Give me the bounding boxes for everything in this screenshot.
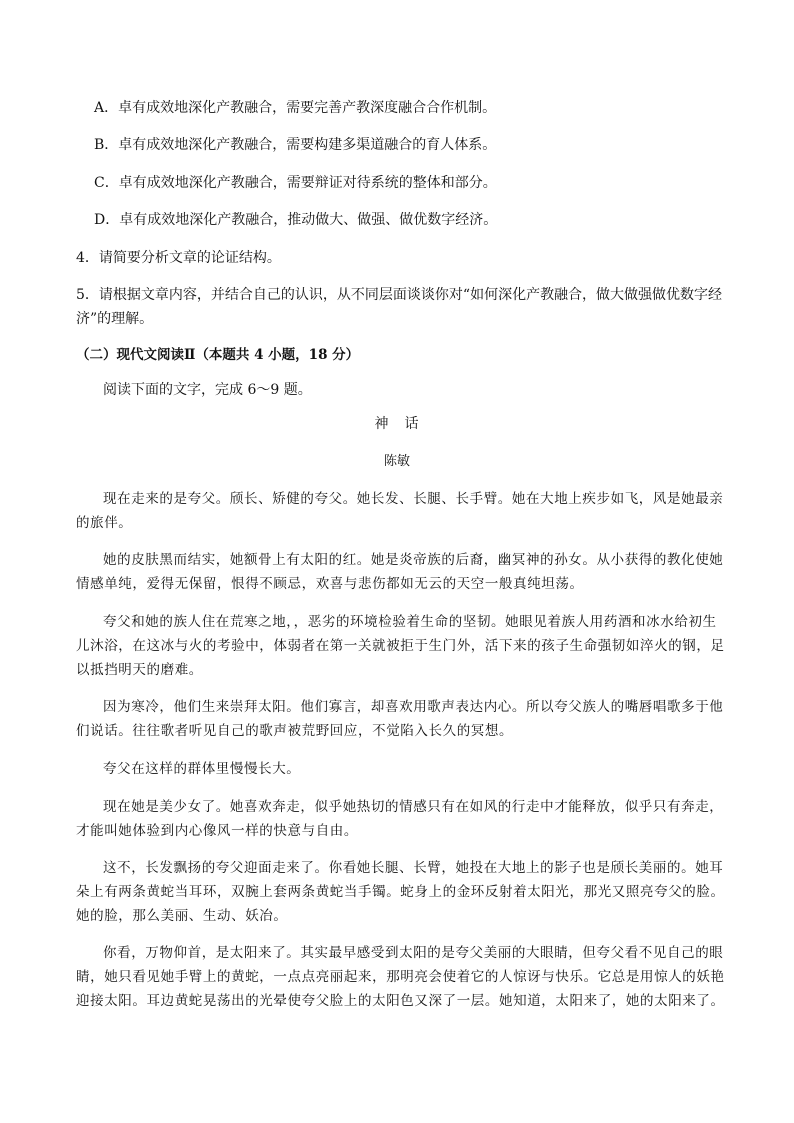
story-line: 她的脸，那么美丽、生动、妖冶。	[76, 908, 288, 924]
story-line: 才能叫她体验到内心像风一样的快意与自由。	[76, 823, 358, 839]
story-line: 朵上有两条黄蛇当耳环，双腕上套两条黄蛇当手镯。蛇身上的金环反射着太阳光，那光又照亮夸父的脸。	[76, 884, 725, 900]
option-d: D．卓有成效地深化产教融合，推动做大、做强、做优数字经济。	[94, 212, 498, 228]
story-line: 们说话。往往歌者听见自己的歌声被荒野回应，不觉陷入长久的冥想。	[76, 723, 514, 739]
story-line: 睛，她只看见她手臂上的黄蛇，一点点亮丽起来，那明亮会使着它的人惊讶与快乐。它总是用惊人的妖艳	[76, 969, 725, 985]
section-heading: （二）现代文阅读Ⅱ（本题共 4 小题，18 分）	[76, 347, 360, 363]
option-c: C．卓有成效地深化产教融合，需要辩证对待系统的整体和部分。	[94, 175, 497, 191]
story-line: 的旅伴。	[76, 515, 133, 531]
story-line: 这不，长发飘扬的夸父迎面走来了。你看她长腿、长臂，她投在大地上的影子也是颀长美丽的。她耳	[103, 860, 724, 876]
story-line: 情感单纯，爱得无保留，恨得不顾忌，欢喜与悲伤都如无云的天空一般真纯坦荡。	[76, 576, 584, 592]
story-line: 你看，万物仰首，是太阳来了。其实最早感受到太阳的是夸父美丽的大眼睛，但夸父看不见自己的眼	[103, 945, 724, 961]
story-line: 儿沐浴，在这冰与火的考验中，体弱者在第一关就被拒于生门外，活下来的孩子生命强韧如淬火的钢，足	[76, 638, 725, 654]
option-a: A．卓有成效地深化产教融合，需要完善产教深度融合合作机制。	[94, 100, 497, 116]
story-line: 她的皮肤黑而结实，她额骨上有太阳的红。她是炎帝族的后裔，幽冥神的孙女。从小获得的教化使她	[103, 552, 724, 568]
story-line: 迎接太阳。耳边黄蛇晃荡出的光晕使夸父脸上的太阳色又深了一层。她知道，太阳来了，她的太阳来了。	[76, 993, 725, 1009]
story-line: 夸父和她的族人住在荒寒之地，，恶劣的环境检验着生命的坚韧。她眼见着族人用药酒和冰水给初生	[103, 614, 717, 630]
story-title: 神 话	[374, 416, 420, 432]
story-line: 现在她是美少女了。她喜欢奔走，似乎她热切的情感只有在如风的行走中才能释放，似乎只有奔走，	[103, 799, 724, 815]
option-b: B．卓有成效地深化产教融合，需要构建多渠道融合的育人体系。	[94, 137, 497, 153]
story-line: 以抵挡明天的磨难。	[76, 662, 203, 678]
story-line: 现在走来的是夸父。颀长、矫健的夸父。她长发、长腿、长手臂。她在大地上疾步如飞，风是她最亲	[103, 491, 724, 507]
question-4: 4．请简要分析文章的论证结构。	[76, 250, 281, 266]
question-5: 5．请根据文章内容，并结合自己的认识，从不同层面谈谈你对“如何深化产教融合，做大做强做优数字经	[76, 287, 723, 303]
story-line: 夸父在这样的群体里慢慢长大。	[103, 761, 301, 777]
story-line: 因为寒冷，他们生来崇拜太阳。他们寡言，却喜欢用歌声表达内心。所以夸父族人的嘴唇唱歌多于他	[103, 699, 724, 715]
reading-instruction: 阅读下面的文字，完成 6～9 题。	[103, 382, 312, 398]
story-author: 陈敏	[383, 454, 410, 469]
question-5-continued: 济”的理解。	[76, 311, 154, 327]
